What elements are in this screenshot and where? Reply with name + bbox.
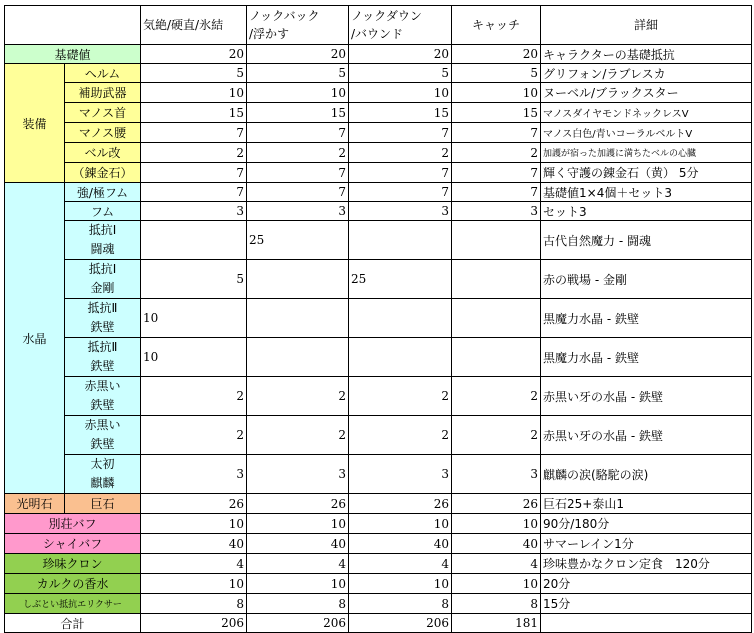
cell-value: 3 [452,455,541,494]
cell-value: 20 [141,45,247,64]
cell-detail: サマーレイン1分 [541,534,752,554]
cell-value: 7 [247,123,349,143]
cell-value: 3 [141,455,247,494]
row-label [65,455,141,494]
header-detail: 詳細 [541,6,752,45]
cell-value: 15 [247,103,349,123]
row-label-line1: 抵抗Ⅰ [88,223,117,237]
cell-value [452,338,541,377]
cell-value: 8 [141,594,247,614]
cell-value: 15 [141,103,247,123]
header-knockback-line1: ノックバック [249,9,320,23]
group-label-equipment: 装備 [5,64,65,183]
cell-value: 7 [247,163,349,183]
header-knockdown-line1: ノックダウン [351,9,422,23]
row-label-light-stone: 光明石 [5,494,65,514]
row-label: 補助武器 [65,83,141,103]
cell-detail [541,614,752,633]
row-label [65,416,141,455]
cell-value: 2 [247,143,349,163]
row-label-line2: 鉄壁 [90,398,115,412]
cell-value: 2 [247,416,349,455]
row-label-line1: 太初 [90,457,115,471]
table-row [5,554,752,574]
table-row [5,299,752,338]
cell-value [349,338,452,377]
row-label-base: 基礎値 [5,45,141,64]
cell-value: 5 [452,64,541,83]
cell-value: 10 [452,514,541,534]
cell-detail: マノスダイヤモンドネックレスⅤ [541,103,752,123]
cell-value: 3 [349,455,452,494]
cell-value: 8 [349,594,452,614]
table-row [5,594,752,614]
row-label [65,377,141,416]
cell-value: 25 [247,221,349,260]
table-row [5,202,752,221]
cell-detail: 15分 [541,594,752,614]
header-blank-cell [5,6,141,45]
cell-value: 10 [247,83,349,103]
cell-value: 7 [247,183,349,202]
cell-detail: 赤黒い牙の水晶 - 鉄壁 [541,377,752,416]
cell-value [247,338,349,377]
row-label-boulder: 巨石 [65,494,141,514]
cell-value [247,260,349,299]
cell-value: 10 [141,574,247,594]
table-row [5,574,752,594]
header-stun: 気絶/硬直/氷結 [141,6,247,45]
cell-value: 206 [247,614,349,633]
cell-value: 40 [141,534,247,554]
cell-value: 3 [452,202,541,221]
cell-value [452,221,541,260]
cell-value: 2 [349,416,452,455]
cell-value: 10 [141,299,247,338]
cell-value: 8 [452,594,541,614]
row-label: フム [65,202,141,221]
cell-detail: セット3 [541,202,752,221]
table-row [5,45,752,64]
cell-value: 7 [452,163,541,183]
cell-value: 7 [349,183,452,202]
cell-value: 5 [141,64,247,83]
row-label-line1: 抵抗Ⅱ [87,340,118,354]
cell-detail: 赤黒い牙の水晶 - 鉄壁 [541,416,752,455]
cell-value: 26 [349,494,452,514]
cell-value: 7 [141,123,247,143]
cell-detail: キャラクターの基礎抵抗 [541,45,752,64]
cell-value: 10 [349,83,452,103]
cell-value [452,260,541,299]
cell-value: 20 [349,45,452,64]
cell-detail: ヌーベル/ブラックスター [541,83,752,103]
cell-value: 7 [452,183,541,202]
cell-value: 7 [141,183,247,202]
table-row [5,103,752,123]
cell-value: 7 [452,123,541,143]
cell-value: 40 [349,534,452,554]
table-row [5,514,752,534]
row-label-perfume: カルクの香水 [5,574,141,594]
cell-value [349,299,452,338]
cell-value: 181 [452,614,541,633]
header-knockback-line2: /浮かす [249,27,290,41]
row-label-villa-buff: 別荘バフ [5,514,141,534]
cell-value: 10 [452,574,541,594]
cell-detail: 麒麟の涙(駱駝の涙) [541,455,752,494]
table-row [5,260,752,299]
cell-value: 3 [141,202,247,221]
table-row [5,377,752,416]
group-label-crystal: 水晶 [5,183,65,494]
cell-value: 10 [247,574,349,594]
cell-value: 40 [452,534,541,554]
header-catch: キャッチ [452,6,541,45]
table-row [5,614,752,633]
cell-value: 8 [247,594,349,614]
cell-value: 10 [349,514,452,534]
cell-value: 10 [141,83,247,103]
cell-value: 5 [247,64,349,83]
cell-value: 26 [247,494,349,514]
header-knockdown [349,6,452,45]
cell-value: 26 [141,494,247,514]
cell-value: 15 [349,103,452,123]
cell-value: 2 [141,143,247,163]
row-label: （錬金石） [65,163,141,183]
cell-value: 3 [247,202,349,221]
cell-value: 4 [349,554,452,574]
row-label [65,260,141,299]
cell-value: 2 [247,377,349,416]
cell-value: 4 [247,554,349,574]
cell-detail: 黒魔力水晶 - 鉄壁 [541,338,752,377]
cell-value: 3 [247,455,349,494]
cell-value: 2 [452,143,541,163]
cell-value: 10 [141,338,247,377]
cell-value: 206 [141,614,247,633]
cell-value: 26 [452,494,541,514]
cell-detail: 古代自然魔力 - 闘魂 [541,221,752,260]
row-label [65,299,141,338]
cell-value: 25 [349,260,452,299]
cell-value: 2 [141,416,247,455]
table-row [5,123,752,143]
resistance-table [4,5,752,633]
cell-value: 2 [349,143,452,163]
cell-value: 7 [141,163,247,183]
cell-detail: 巨石25+泰山1 [541,494,752,514]
cell-value: 206 [349,614,452,633]
table-row [5,221,752,260]
cell-value: 20 [452,45,541,64]
cell-value: 2 [349,377,452,416]
row-label [65,338,141,377]
cell-value [247,299,349,338]
cell-detail: 赤の戦場 - 金剛 [541,260,752,299]
table-row [5,143,752,163]
cell-value: 4 [452,554,541,574]
cell-value [349,221,452,260]
cell-value: 7 [349,163,452,183]
table-row [5,163,752,183]
cell-value: 10 [141,514,247,534]
cell-detail: 黒魔力水晶 - 鉄壁 [541,299,752,338]
row-label: マノス腰 [65,123,141,143]
cell-value [452,299,541,338]
cell-value: 15 [452,103,541,123]
cell-value: 2 [141,377,247,416]
row-label-line2: 鉄壁 [90,359,115,373]
cell-detail: 珍味豊かなクロン定食 120分 [541,554,752,574]
row-label: マノス首 [65,103,141,123]
cell-value: 5 [349,64,452,83]
row-label-line1: 赤黒い [84,418,121,432]
table-row [5,494,752,514]
cell-detail: 20分 [541,574,752,594]
row-label-line2: 鉄壁 [90,320,115,334]
row-label-line2: 麒麟 [90,476,115,490]
table-row [5,534,752,554]
cell-value: 10 [349,574,452,594]
cell-value: 4 [141,554,247,574]
row-label-line2: 鉄壁 [90,437,115,451]
cell-detail: 基礎値1×4個＋セット3 [541,183,752,202]
cell-detail: グリフォン/ラブレスカ [541,64,752,83]
table-row [5,83,752,103]
table-row [5,64,752,83]
cell-value: 10 [452,83,541,103]
row-label: 強/極フム [65,183,141,202]
row-label-total: 合計 [5,614,141,633]
row-label-line1: 抵抗Ⅰ [88,262,117,276]
row-label-elixir: しぶとい抵抗エリクサー [5,594,141,614]
header-knockdown-line2: /バウンド [351,27,404,41]
cell-value: 5 [141,260,247,299]
row-label-kuron: 珍味クロン [5,554,141,574]
header-knockback [247,6,349,45]
row-label-line2: 闘魂 [90,242,115,256]
cell-value: 2 [452,416,541,455]
table-row [5,338,752,377]
row-label-line1: 抵抗Ⅱ [87,301,118,315]
cell-value: 7 [349,123,452,143]
cell-value [141,221,247,260]
row-label-shy-buff: シャイバフ [5,534,141,554]
cell-value: 3 [349,202,452,221]
table-row [5,183,752,202]
row-label-line1: 赤黒い [84,379,121,393]
table-row [5,455,752,494]
cell-value: 10 [247,514,349,534]
row-label: ベル改 [65,143,141,163]
cell-detail: 90分/180分 [541,514,752,534]
cell-detail: 加護が宿った加護に満ちたベルの心臓 [541,143,752,163]
cell-value: 20 [247,45,349,64]
row-label [65,221,141,260]
cell-value: 2 [452,377,541,416]
cell-detail: マノス白色/青いコーラルベルトⅤ [541,123,752,143]
row-label-line2: 金剛 [90,281,115,295]
cell-detail: 輝く守護の錬金石（黄） 5分 [541,163,752,183]
row-label: ヘルム [65,64,141,83]
table-row [5,416,752,455]
cell-value: 40 [247,534,349,554]
